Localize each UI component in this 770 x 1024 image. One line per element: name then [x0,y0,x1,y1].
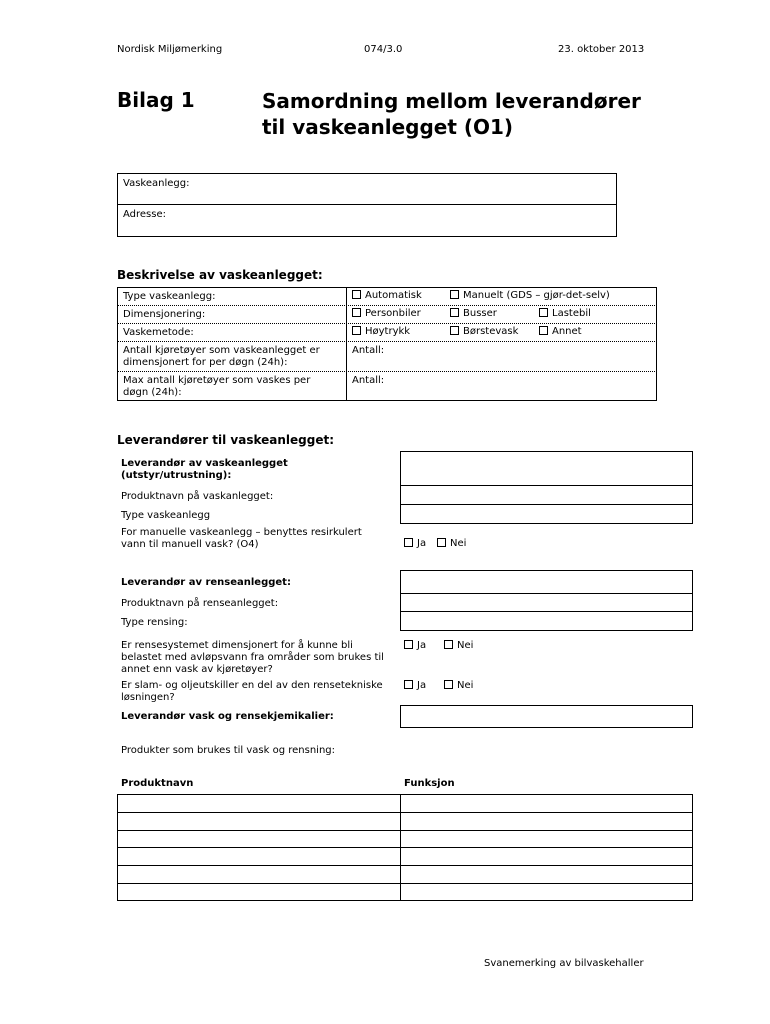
table-row-product-input[interactable] [118,831,399,846]
checkbox-icon[interactable] [450,308,459,317]
checkbox-icon[interactable] [444,640,453,649]
method-label: Vaskemetode: [123,327,194,338]
table-row-function-input[interactable] [401,848,692,864]
recycled-water-question: For manuelle vaskeanlegg – benyttes resirkulert vann til manuell vask? (O4) [121,527,362,550]
products-intro: Produkter som brukes til vask og rensning: [121,745,336,756]
page-title [262,88,682,140]
col-header-funksjon: Funksjon [404,778,455,789]
col-header-produktnavn: Produktnavn [121,778,194,789]
recycled-ja-option[interactable]: Ja [404,538,426,550]
description-heading: Beskrivelse av vaskeanlegget: [117,268,323,282]
dim-busser-option[interactable]: Busser [450,308,497,320]
table-row-product-input[interactable] [118,795,399,811]
header-org: Nordisk Miljømerking [117,44,223,55]
capacity-field[interactable]: Antall: [352,345,385,356]
facility-box [117,173,617,237]
wash-supplier-label: Leverandør av vaskeanlegget (utstyr/utrustning): [121,458,288,481]
checkbox-icon[interactable] [352,326,361,335]
method-borstevask-option[interactable]: Børstevask [450,326,518,338]
wash-product-input[interactable] [401,486,692,503]
footer: Svanemerking av bilvaskehaller [484,958,644,969]
checkbox-icon[interactable] [539,326,548,335]
checkbox-icon[interactable] [404,538,413,547]
table-row-product-input[interactable] [118,848,399,864]
cleaning-type-input[interactable] [401,612,692,630]
table-row-function-input[interactable] [401,813,692,829]
checkbox-icon[interactable] [404,680,413,689]
title-line-1: Samordning mellom leverandører [262,89,641,113]
type-label: Type vaskeanlegg: [123,291,216,302]
checkbox-icon[interactable] [404,640,413,649]
dimensioned-nei-option[interactable]: Nei [444,640,473,652]
facility-name-field[interactable]: Vaskeanlegg: [123,178,190,189]
table-row-product-input[interactable] [118,866,399,882]
header-date: 23. oktober 2013 [558,44,645,55]
separator-question: Er slam- og oljeutskiller en del av den rensetekniske løsningen? [121,680,383,703]
dimensioned-question: Er rensesystemet dimensjonert for å kunne bli belastet med avløpsvann fra områder som brukes til annet enn vask av kjøretøyer? [121,640,384,675]
checkbox-icon[interactable] [444,680,453,689]
cleaning-supplier-label: Leverandør av renseanlegget: [121,577,291,588]
cleaning-supplier-input[interactable] [401,571,692,592]
method-hoytrykk-option[interactable]: Høytrykk [352,326,410,338]
table-row-product-input[interactable] [118,813,399,829]
separator-nei-option[interactable]: Nei [444,680,473,692]
chemicals-supplier-label: Leverandør vask og rensekjemikalier: [121,711,334,722]
cleaning-type-label: Type rensing: [121,617,188,628]
checkbox-icon[interactable] [352,290,361,299]
checkbox-icon[interactable] [352,308,361,317]
dim-personbiler-option[interactable]: Personbiler [352,308,421,320]
checkbox-icon[interactable] [437,538,446,547]
table-row-function-input[interactable] [401,884,692,900]
table-row-function-input[interactable] [401,831,692,846]
dim-label: Dimensjonering: [123,309,206,320]
checkbox-icon[interactable] [450,290,459,299]
checkbox-icon[interactable] [450,326,459,335]
cleaning-product-label: Produktnavn på renseanlegget: [121,598,279,609]
max-field[interactable]: Antall: [352,375,385,386]
type-automatic-option[interactable]: Automatisk [352,290,422,302]
capacity-label: Antall kjøretøyer som vaskeanlegget er dimensjonert for per døgn (24h): [123,345,320,368]
header-code: 074/3.0 [364,44,403,55]
cleaning-product-input[interactable] [401,594,692,610]
method-annet-option[interactable]: Annet [539,326,582,338]
table-row-function-input[interactable] [401,866,692,882]
recycled-nei-option[interactable]: Nei [437,538,466,550]
wash-supplier-input[interactable] [401,452,692,484]
wash-product-label: Produktnavn på vaskanlegget: [121,491,274,502]
dim-lastebil-option[interactable]: Lastebil [539,308,591,320]
title-line-2: til vaskeanlegget (O1) [262,115,514,139]
wash-type-label: Type vaskeanlegg [121,510,211,521]
wash-type-input[interactable] [401,505,692,523]
separator-ja-option[interactable]: Ja [404,680,426,692]
chemicals-supplier-input[interactable] [400,705,693,728]
appendix-label: Bilag 1 [117,88,195,112]
checkbox-icon[interactable] [539,308,548,317]
type-manual-option[interactable]: Manuelt (GDS – gjør-det-selv) [450,290,610,302]
dimensioned-ja-option[interactable]: Ja [404,640,426,652]
table-row-function-input[interactable] [401,795,692,811]
table-row-product-input[interactable] [118,884,399,900]
max-label: Max antall kjøretøyer som vaskes per døgn (24h): [123,375,311,398]
suppliers-heading: Leverandører til vaskeanlegget: [117,433,335,447]
address-field[interactable]: Adresse: [123,209,166,220]
